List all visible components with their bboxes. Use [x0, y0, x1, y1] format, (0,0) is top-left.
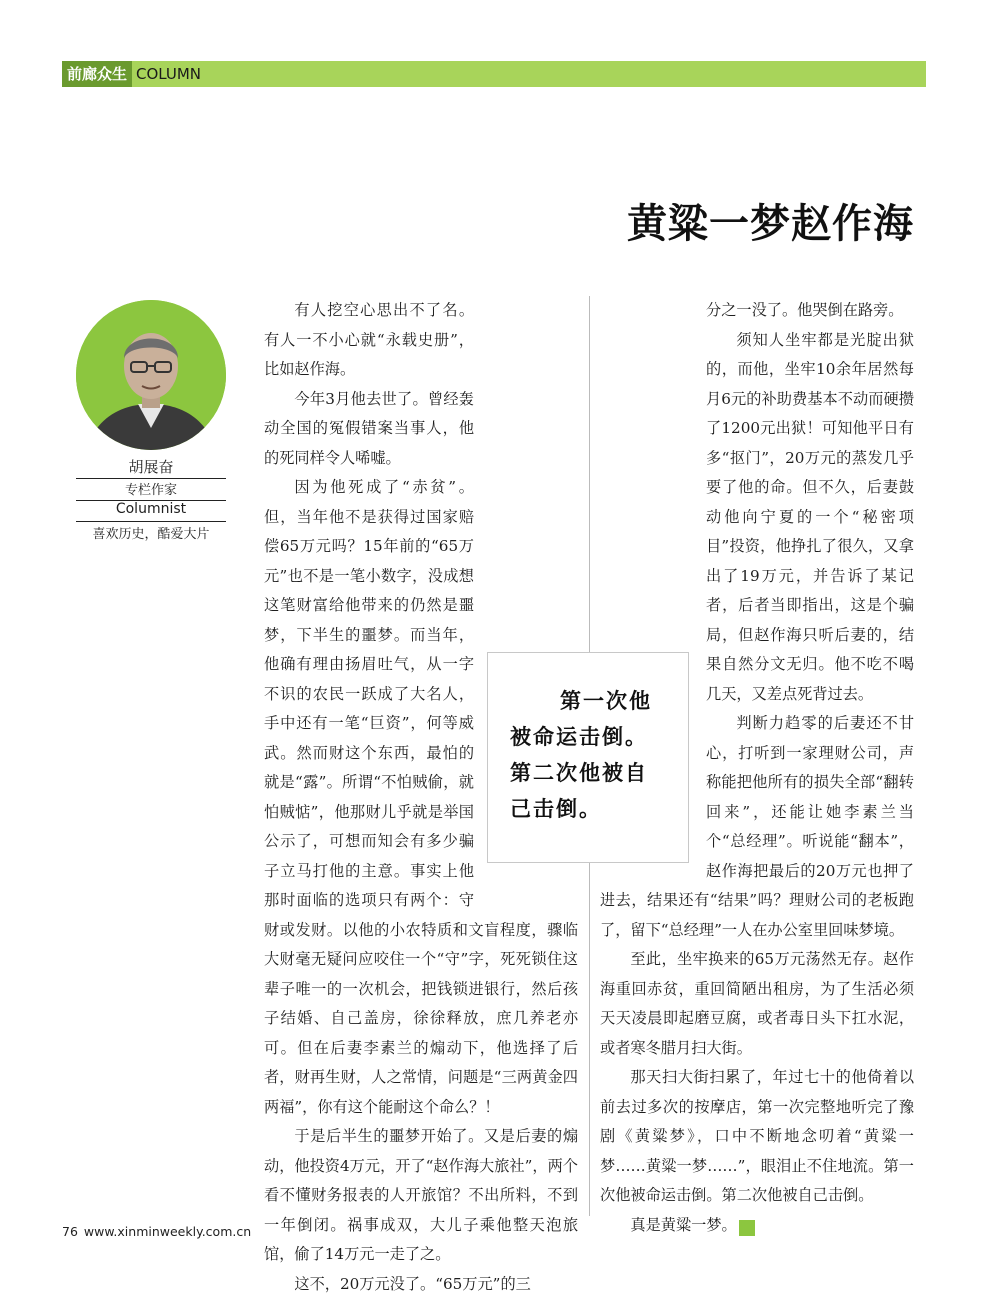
author-role: 专栏作家 — [76, 479, 226, 498]
article-title: 黄粱一梦赵作海 — [627, 192, 914, 249]
body-paragraph: 判断力趋零的后妻还不甘心，打听到一家理财公司，声称能把他所有的损失全部“翻转回来”，还能让她李素兰当个“总经理”。听说能“翻本”，赵作海把最后的20万元也押了进去，结果还有“结果”吗？理财公司的老板跑了，留下“总经理”一人在办公室里回味梦境。 — [600, 709, 914, 945]
pull-quote-line: 第一次他 — [510, 683, 670, 719]
body-paragraph: 因为他死成了“赤贫”。但，当年他不是获得过国家赔偿65万元吗？15年前的“65万元”也不是一笔小数字，没成想这笔财富给他带来的仍然是噩梦，下半生的噩梦。而当年，他确有理由扬眉吐气，从一字不识的农民一跃成了大名人，手中还有一笔“巨资”，何等威武。然而财这个东西，最怕的就是“露”。所谓“不怕贼偷，就怕贼惦”，他那财儿乎就是举国公示了，可想而知会有多少骗子立马打他的主意。事实上他那时面临的选项只有两个：守财或发财。以他的小农特质和文盲程度，骤临大财毫无疑问应咬住一个“守”字，死死锁住这辈子唯一的一次机会，把钱锁进银行，然后孩子结婚、自己盖房，徐徐释放，庶几养老亦可。但在后妻李素兰的煽动下，他选择了后者，财再生财，人之常情，问题是“三两黄金四两福”，你有这个能耐这个命么？！ — [264, 473, 578, 1122]
page-footer — [62, 1224, 251, 1239]
body-paragraph: 今年3月他去世了。曾经轰动全国的冤假错案当事人，他的死同样令人唏嘘。 — [264, 385, 578, 474]
body-paragraph: 于是后半生的噩梦开始了。又是后妻的煽动，他投资4万元，开了“赵作海大旅社”，两个看不懂财务报表的人开旅馆？不出所料，不到一年倒闭。祸事成双，大儿子乘他整天泡旅馆，偷了14万元一走了之。 — [264, 1122, 578, 1270]
body-paragraph: 那天扫大街扫累了，年过七十的他倚着以前去过多次的按摩店，第一次完整地听完了豫剧《黄粱梦》，口中不断地念叨着“黄粱一梦……黄粱一梦……”，眼泪止不住地流。第一次他被命运击倒。第二次他被自己击倒。 — [600, 1063, 914, 1211]
website-url: www.xinminweekly.com.cn — [84, 1224, 251, 1239]
pull-quote-box — [487, 652, 689, 863]
author-avatar — [76, 300, 226, 450]
pull-quote-line: 己击倒。 — [510, 791, 670, 827]
author-bio: 喜欢历史，酷爱大片 — [76, 523, 226, 542]
column-header-bar — [62, 61, 926, 87]
body-paragraph-final — [600, 1211, 914, 1241]
pull-quote — [510, 683, 670, 827]
pull-quote-line: 第二次他被自 — [510, 755, 670, 791]
section-label: 前廊众生 — [62, 61, 132, 87]
pull-quote-line: 被命运击倒。 — [510, 719, 670, 755]
author-role-en: Columnist — [76, 501, 226, 517]
body-paragraph: 须知人坐牢都是光腚出狱的，而他，坐牢10余年居然每月6元的补助费基本不动而硬攒了1200元出狱！可知他平日有多“抠门”，20万元的蒸发几乎要了他的命。但不久，后妻鼓动他向宁夏的一个“秘密项目”投资，他挣扎了很久，又拿出了19万元，并告诉了某记者，后者当即指出，这是个骗局，但赵作海只听后妻的，结果自然分文无归。他不吃不喝几天，又差点死背过去。 — [600, 326, 914, 710]
column-label: COLUMN — [136, 61, 201, 87]
end-mark-icon: 民 — [739, 1220, 755, 1236]
body-paragraph: 有人挖空心思出不了名。有人一不小心就“永载史册”，比如赵作海。 — [264, 296, 578, 385]
body-paragraph: 至此，坐牢换来的65万元荡然无存。赵作海重回赤贫，重回简陋出租房，为了生活必须天天凌晨即起磨豆腐，或者毒日头下扛水泥，或者寒冬腊月扫大街。 — [600, 945, 914, 1063]
author-divider — [76, 521, 226, 522]
closing-sentence: 真是黄粱一梦。 — [630, 1216, 736, 1234]
body-paragraph: 这不，20万元没了。“65万元”的三 — [264, 1270, 578, 1299]
body-paragraph: 分之一没了。他哭倒在路旁。 — [600, 296, 914, 326]
author-portrait-icon — [76, 300, 226, 450]
author-name: 胡展奋 — [76, 456, 226, 477]
page-number: 76 — [62, 1224, 78, 1239]
